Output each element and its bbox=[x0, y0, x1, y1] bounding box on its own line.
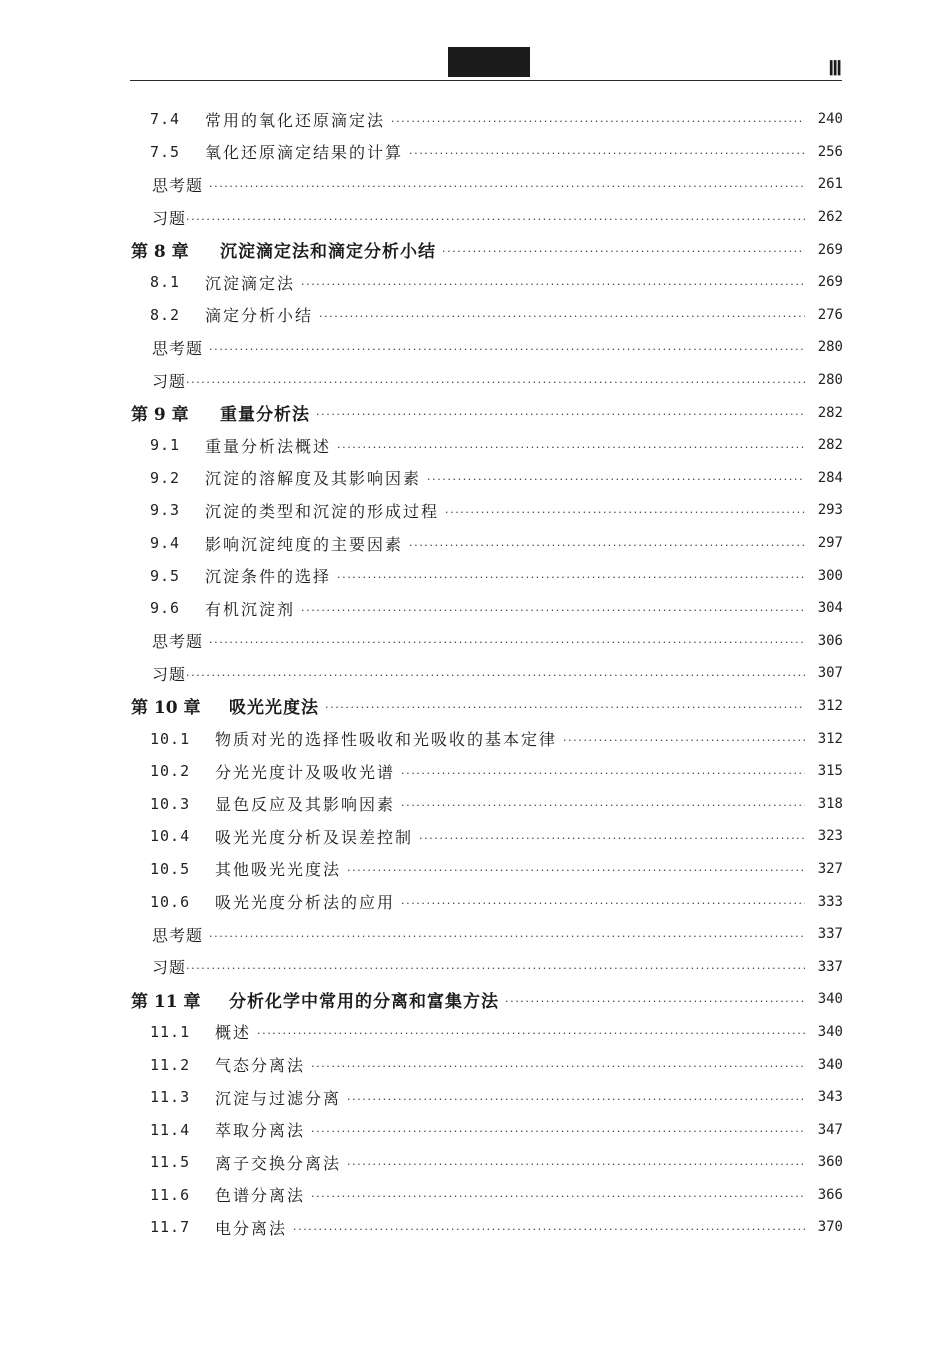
page-number: Ⅲ bbox=[828, 58, 842, 80]
toc-exercise-entry[interactable] bbox=[0, 918, 952, 951]
dot-leader bbox=[445, 507, 805, 518]
page-ref: 327 bbox=[817, 860, 843, 877]
dot-leader bbox=[209, 637, 805, 648]
section-number: 8.1 bbox=[150, 273, 181, 292]
toc-chapter-entry[interactable] bbox=[0, 396, 952, 429]
toc-exercise-entry[interactable] bbox=[0, 168, 952, 201]
section-title: 沉淀与过滤分离 bbox=[215, 1088, 342, 1108]
dot-leader bbox=[391, 116, 805, 127]
section-number: 11.6 bbox=[150, 1185, 191, 1204]
dot-leader bbox=[325, 702, 805, 713]
section-number: 9.5 bbox=[150, 566, 181, 585]
dot-leader bbox=[301, 279, 805, 290]
exercise-title: 习题 bbox=[152, 664, 187, 684]
page-ref: 282 bbox=[817, 404, 843, 421]
header-rule bbox=[130, 80, 842, 81]
section-title: 概述 bbox=[215, 1023, 252, 1043]
exercise-title: 习题 bbox=[152, 208, 187, 228]
page-ref: 315 bbox=[817, 763, 843, 780]
section-title: 吸光光度分析法的应用 bbox=[215, 893, 396, 913]
page-ref: 340 bbox=[817, 1023, 843, 1040]
dot-leader bbox=[337, 572, 805, 583]
toc-section-entry[interactable] bbox=[0, 429, 952, 462]
section-title: 其他吸光光度法 bbox=[215, 860, 342, 880]
section-number: 11.2 bbox=[150, 1055, 191, 1074]
toc-chapter-entry[interactable] bbox=[0, 233, 952, 266]
toc-section-entry[interactable] bbox=[0, 1113, 952, 1146]
page-ref: 276 bbox=[817, 306, 843, 323]
page-ref: 304 bbox=[817, 600, 843, 617]
toc-section-entry[interactable] bbox=[0, 494, 952, 527]
section-number: 11.4 bbox=[150, 1120, 191, 1139]
dot-leader bbox=[347, 865, 805, 876]
dot-leader bbox=[186, 963, 805, 974]
dot-leader bbox=[316, 409, 805, 420]
header-blackout-block bbox=[448, 47, 530, 77]
dot-leader bbox=[409, 540, 805, 551]
toc-section-entry[interactable] bbox=[0, 1048, 952, 1081]
exercise-title: 思考题 bbox=[152, 338, 204, 358]
toc-section-entry[interactable] bbox=[0, 722, 952, 755]
page-ref: 333 bbox=[817, 893, 843, 910]
toc-section-entry[interactable] bbox=[0, 1211, 952, 1244]
dot-leader bbox=[319, 311, 805, 322]
dot-leader bbox=[209, 344, 805, 355]
dot-leader bbox=[311, 1061, 805, 1072]
toc-section-entry[interactable] bbox=[0, 136, 952, 169]
page-ref: 293 bbox=[817, 502, 843, 519]
toc-section-entry[interactable] bbox=[0, 755, 952, 788]
page-ref: 256 bbox=[817, 143, 843, 160]
toc-chapter-entry[interactable] bbox=[0, 983, 952, 1016]
page-ref: 318 bbox=[817, 795, 843, 812]
section-number: 7.5 bbox=[150, 142, 181, 161]
page-ref: 269 bbox=[817, 241, 843, 258]
toc-section-entry[interactable] bbox=[0, 1016, 952, 1049]
section-number: 7.4 bbox=[150, 110, 181, 129]
chapter-number: 第 9 章 bbox=[131, 405, 189, 426]
dot-leader bbox=[505, 996, 805, 1007]
toc-section-entry[interactable] bbox=[0, 853, 952, 886]
page-ref: 337 bbox=[817, 926, 843, 943]
chapter-title: 重量分析法 bbox=[220, 405, 310, 426]
section-title: 显色反应及其影响因素 bbox=[215, 795, 396, 815]
section-number: 10.6 bbox=[150, 892, 191, 911]
page-ref: 280 bbox=[817, 372, 843, 389]
toc-section-entry[interactable] bbox=[0, 1179, 952, 1212]
section-title: 影响沉淀纯度的主要因素 bbox=[205, 534, 404, 554]
page-ref: 240 bbox=[817, 111, 843, 128]
chapter-number: 第 11 章 bbox=[131, 991, 201, 1012]
toc-section-entry[interactable] bbox=[0, 787, 952, 820]
page-ref: 360 bbox=[817, 1154, 843, 1171]
page-ref: 280 bbox=[817, 339, 843, 356]
toc-exercise-entry[interactable] bbox=[0, 657, 952, 690]
chapter-title: 分析化学中常用的分离和富集方法 bbox=[229, 991, 499, 1012]
section-number: 9.3 bbox=[150, 501, 181, 520]
section-title: 沉淀滴定法 bbox=[205, 273, 296, 293]
toc-exercise-entry[interactable] bbox=[0, 331, 952, 364]
section-title: 氧化还原滴定结果的计算 bbox=[205, 143, 404, 163]
section-number: 10.4 bbox=[150, 827, 191, 846]
page-ref: 366 bbox=[817, 1186, 843, 1203]
toc-section-entry[interactable] bbox=[0, 592, 952, 625]
section-title: 物质对光的选择性吸收和光吸收的基本定律 bbox=[215, 730, 558, 750]
section-number: 9.4 bbox=[150, 534, 181, 553]
toc-section-entry[interactable] bbox=[0, 527, 952, 560]
page-ref: 269 bbox=[817, 274, 843, 291]
toc-section-entry[interactable] bbox=[0, 462, 952, 495]
dot-leader bbox=[257, 1028, 805, 1039]
page-ref: 340 bbox=[817, 991, 843, 1008]
toc-exercise-entry[interactable] bbox=[0, 201, 952, 234]
page-ref: 370 bbox=[817, 1219, 843, 1236]
toc-section-entry[interactable] bbox=[0, 266, 952, 299]
exercise-title: 思考题 bbox=[152, 632, 204, 652]
page-ref: 300 bbox=[817, 567, 843, 584]
page-ref: 307 bbox=[817, 665, 843, 682]
page-ref: 323 bbox=[817, 828, 843, 845]
page-ref: 261 bbox=[817, 176, 843, 193]
toc-exercise-entry[interactable] bbox=[0, 364, 952, 397]
section-title: 沉淀条件的选择 bbox=[205, 567, 332, 587]
section-title: 滴定分析小结 bbox=[205, 306, 314, 326]
exercise-title: 习题 bbox=[152, 958, 187, 978]
section-title: 吸光光度分析及误差控制 bbox=[215, 827, 414, 847]
page-ref: 347 bbox=[817, 1121, 843, 1138]
dot-leader bbox=[347, 1094, 805, 1105]
section-number: 11.3 bbox=[150, 1088, 191, 1107]
section-number: 10.2 bbox=[150, 762, 191, 781]
section-title: 萃取分离法 bbox=[215, 1121, 306, 1141]
toc-section-entry[interactable] bbox=[0, 1146, 952, 1179]
chapter-title: 吸光光度法 bbox=[229, 698, 319, 719]
section-title: 沉淀的类型和沉淀的形成过程 bbox=[205, 501, 440, 521]
section-number: 11.5 bbox=[150, 1153, 191, 1172]
section-title: 沉淀的溶解度及其影响因素 bbox=[205, 469, 422, 489]
table-of-contents bbox=[0, 103, 952, 1244]
dot-leader bbox=[337, 442, 805, 453]
toc-section-entry[interactable] bbox=[0, 559, 952, 592]
dot-leader bbox=[427, 474, 805, 485]
toc-section-entry[interactable] bbox=[0, 820, 952, 853]
section-number: 10.1 bbox=[150, 729, 191, 748]
section-number: 8.2 bbox=[150, 305, 181, 324]
section-title: 常用的氧化还原滴定法 bbox=[205, 110, 386, 130]
exercise-title: 思考题 bbox=[152, 925, 204, 945]
toc-section-entry[interactable] bbox=[0, 1081, 952, 1114]
section-title: 色谱分离法 bbox=[215, 1186, 306, 1206]
section-title: 重量分析法概述 bbox=[205, 436, 332, 456]
dot-leader bbox=[186, 377, 805, 388]
dot-leader bbox=[186, 670, 805, 681]
exercise-title: 思考题 bbox=[152, 175, 204, 195]
dot-leader bbox=[401, 768, 805, 779]
page-ref: 282 bbox=[817, 437, 843, 454]
section-title: 离子交换分离法 bbox=[215, 1153, 342, 1173]
dot-leader bbox=[209, 181, 805, 192]
page-ref: 312 bbox=[817, 730, 843, 747]
dot-leader bbox=[401, 898, 805, 909]
dot-leader bbox=[442, 246, 805, 257]
section-number: 10.3 bbox=[150, 794, 191, 813]
section-title: 有机沉淀剂 bbox=[205, 599, 296, 619]
dot-leader bbox=[401, 800, 805, 811]
dot-leader bbox=[419, 833, 805, 844]
toc-section-entry[interactable] bbox=[0, 103, 952, 136]
dot-leader bbox=[311, 1191, 805, 1202]
toc-exercise-entry[interactable] bbox=[0, 950, 952, 983]
chapter-title: 沉淀滴定法和滴定分析小结 bbox=[220, 242, 436, 263]
toc-chapter-entry[interactable] bbox=[0, 690, 952, 723]
section-title: 分光光度计及吸收光谱 bbox=[215, 762, 396, 782]
page-ref: 337 bbox=[817, 958, 843, 975]
page-ref: 306 bbox=[817, 632, 843, 649]
dot-leader bbox=[347, 1159, 805, 1170]
section-number: 9.2 bbox=[150, 468, 181, 487]
section-number: 11.1 bbox=[150, 1022, 191, 1041]
toc-section-entry[interactable] bbox=[0, 885, 952, 918]
dot-leader bbox=[311, 1126, 805, 1137]
section-title: 电分离法 bbox=[215, 1218, 288, 1238]
section-number: 10.5 bbox=[150, 859, 191, 878]
dot-leader bbox=[301, 605, 805, 616]
section-title: 气态分离法 bbox=[215, 1056, 306, 1076]
page-ref: 312 bbox=[817, 697, 843, 714]
page-ref: 340 bbox=[817, 1056, 843, 1073]
toc-section-entry[interactable] bbox=[0, 299, 952, 332]
page-ref: 284 bbox=[817, 469, 843, 486]
dot-leader bbox=[293, 1224, 805, 1235]
dot-leader bbox=[563, 735, 805, 746]
dot-leader bbox=[209, 931, 805, 942]
exercise-title: 习题 bbox=[152, 371, 187, 391]
chapter-number: 第 8 章 bbox=[131, 242, 189, 263]
toc-exercise-entry[interactable] bbox=[0, 625, 952, 658]
dot-leader bbox=[409, 148, 805, 159]
page-ref: 262 bbox=[817, 209, 843, 226]
chapter-number: 第 10 章 bbox=[131, 698, 201, 719]
section-number: 9.1 bbox=[150, 436, 181, 455]
section-number: 11.7 bbox=[150, 1218, 191, 1237]
page-ref: 297 bbox=[817, 535, 843, 552]
section-number: 9.6 bbox=[150, 599, 181, 618]
page-ref: 343 bbox=[817, 1089, 843, 1106]
dot-leader bbox=[186, 214, 805, 225]
